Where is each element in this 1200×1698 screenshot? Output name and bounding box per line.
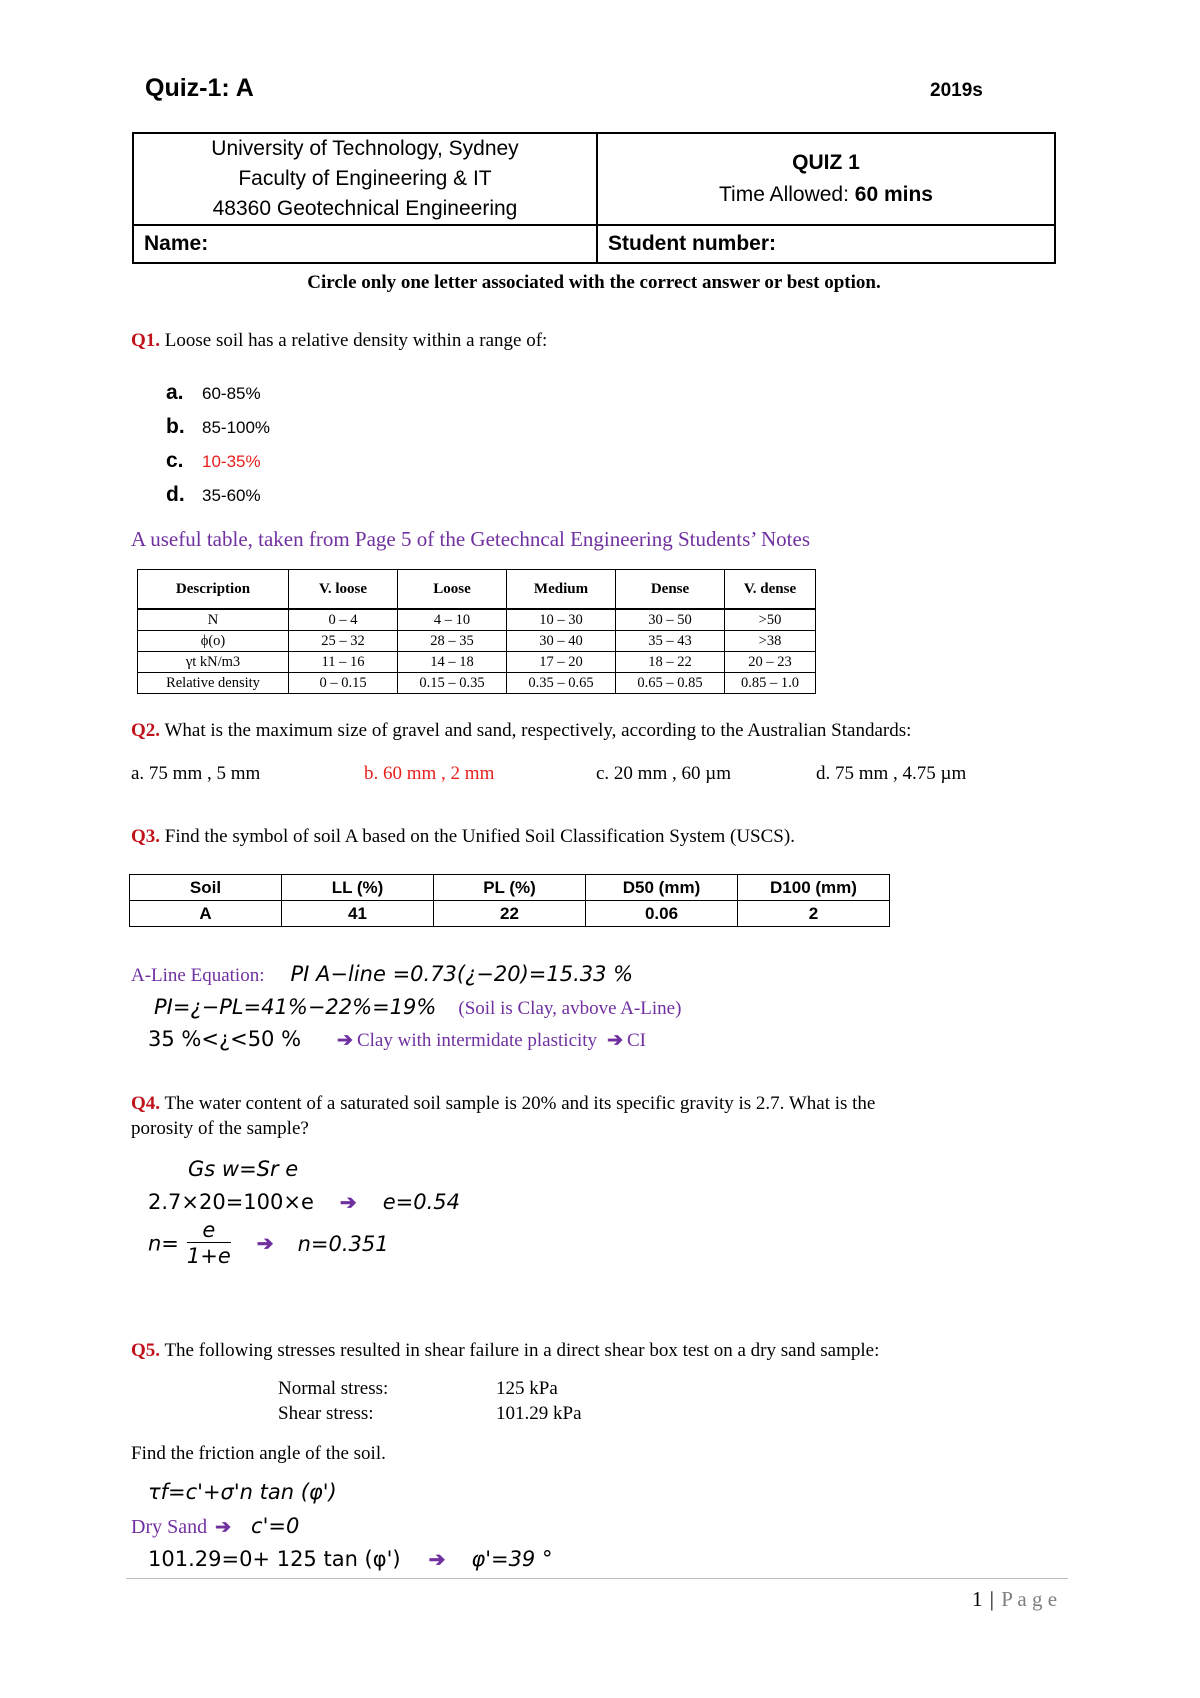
q4-equation-2 bbox=[148, 1190, 460, 1215]
q5-equation-3 bbox=[148, 1547, 552, 1572]
student-number-field[interactable] bbox=[597, 225, 1055, 263]
soil-header: D50 (mm) bbox=[586, 875, 738, 901]
instruction: Circle only one letter associated with the correct answer or best option. bbox=[307, 272, 881, 293]
ll-range: 35 %<¿<50 % bbox=[148, 1027, 302, 1051]
info-table bbox=[132, 132, 1056, 264]
density-cell: 18 – 22 bbox=[616, 652, 725, 673]
density-cell: 4 – 10 bbox=[398, 609, 507, 631]
density-cell: 25 – 32 bbox=[289, 631, 398, 652]
q2-option-d[interactable]: d. 75 mm , 4.75 µm bbox=[816, 763, 967, 784]
eq2-right: e=0.54 bbox=[382, 1190, 460, 1214]
soil-cell: 41 bbox=[282, 901, 434, 927]
shear-stress-label: Shear stress: bbox=[278, 1403, 374, 1424]
course-info-cell bbox=[133, 133, 597, 225]
fraction-numerator: e bbox=[187, 1218, 231, 1243]
q4-equation-3 bbox=[148, 1218, 389, 1269]
pi-note: (Soil is Clay, avbove A-Line) bbox=[458, 998, 682, 1019]
q5-equation-1: τf=c'+σ'n tan (φ') bbox=[148, 1480, 337, 1504]
right-arrow-icon: ➔ bbox=[607, 1030, 623, 1051]
density-cell: 10 – 30 bbox=[507, 609, 616, 631]
pi-equation: PI=¿−PL=41%−22%=19% bbox=[154, 995, 437, 1019]
density-cell: 20 – 23 bbox=[725, 652, 816, 673]
q4-question-line1 bbox=[131, 1093, 875, 1115]
density-cell: 0 – 4 bbox=[289, 609, 398, 631]
density-row bbox=[138, 631, 816, 652]
density-cell: 0.35 – 0.65 bbox=[507, 673, 616, 694]
footer-divider bbox=[126, 1578, 1068, 1579]
q5-text: The following stresses resulted in shear failure in a direct shear box test on a dry sand sample: bbox=[164, 1340, 880, 1361]
density-cell: 30 – 50 bbox=[616, 609, 725, 631]
option-text: 35-60% bbox=[202, 486, 261, 505]
eq3-right: n=0.351 bbox=[297, 1231, 389, 1256]
soil-cell: 22 bbox=[434, 901, 586, 927]
q1-option-c[interactable] bbox=[166, 449, 261, 473]
aline-label: A-Line Equation: bbox=[131, 965, 265, 986]
ll-range-line bbox=[148, 1027, 646, 1052]
q4-text-1: The water content of a saturated soil sample is 20% and its specific gravity is 2.7. What is the bbox=[164, 1093, 876, 1114]
q2-number: Q2. bbox=[131, 720, 161, 741]
q5-number: Q5. bbox=[131, 1340, 161, 1361]
option-text: 60-85% bbox=[202, 384, 261, 403]
option-letter: b. bbox=[166, 415, 185, 438]
density-header: Dense bbox=[616, 570, 725, 610]
q4-question-line2: porosity of the sample? bbox=[131, 1118, 309, 1139]
option-text: 85-100% bbox=[202, 418, 271, 437]
q2-option-a[interactable]: a. 75 mm , 5 mm bbox=[131, 763, 261, 784]
option-letter: a. bbox=[166, 381, 184, 404]
page-footer: 1 | P a g e bbox=[972, 1587, 1058, 1611]
density-cell: 0.15 – 0.35 bbox=[398, 673, 507, 694]
density-header: V. dense bbox=[725, 570, 816, 610]
n-equals: n= bbox=[148, 1231, 179, 1256]
table-note: A useful table, taken from Page 5 of the Getechncal Engineering Students’ Notes bbox=[131, 527, 810, 551]
q2-text: What is the maximum size of gravel and sand, respectively, according to the Australian Standards: bbox=[164, 720, 912, 741]
soil-header: Soil bbox=[130, 875, 282, 901]
soil-row bbox=[130, 901, 890, 927]
q5-find-text: Find the friction angle of the soil. bbox=[131, 1443, 386, 1464]
option-letter: c. bbox=[166, 449, 184, 472]
option-letter: d. bbox=[166, 483, 185, 506]
q3-number: Q3. bbox=[131, 826, 161, 847]
q5-question bbox=[131, 1340, 879, 1362]
aline-equation-line bbox=[131, 962, 633, 987]
page-number: 1 bbox=[972, 1587, 983, 1611]
density-header: Medium bbox=[507, 570, 616, 610]
soil-header: D100 (mm) bbox=[738, 875, 890, 901]
shear-stress-value: 101.29 kPa bbox=[496, 1403, 582, 1424]
density-cell: 0.65 – 0.85 bbox=[616, 673, 725, 694]
quiz-label: QUIZ 1 bbox=[792, 151, 860, 174]
density-cell: >38 bbox=[725, 631, 816, 652]
right-arrow-icon: ➔ bbox=[428, 1549, 446, 1571]
normal-stress-value: 125 kPa bbox=[496, 1378, 558, 1399]
right-arrow-icon: ➔ bbox=[256, 1233, 274, 1255]
q4-equation-1: Gs w=Sr e bbox=[188, 1157, 299, 1181]
student-number-label: Student number: bbox=[608, 232, 776, 255]
time-value: 60 mins bbox=[854, 183, 933, 206]
year-label: 2019s bbox=[930, 80, 983, 101]
name-field[interactable] bbox=[133, 225, 597, 263]
density-cell: 35 – 43 bbox=[616, 631, 725, 652]
density-header: V. loose bbox=[289, 570, 398, 610]
q1-question bbox=[131, 330, 547, 352]
right-arrow-icon: ➔ bbox=[215, 1517, 232, 1538]
time-prefix: Time Allowed: bbox=[719, 183, 855, 206]
normal-stress-label: Normal stress: bbox=[278, 1378, 389, 1399]
q2-option-c[interactable]: c. 20 mm , 60 µm bbox=[596, 763, 731, 784]
university-name: University of Technology, Sydney bbox=[211, 137, 519, 160]
q1-option-d[interactable] bbox=[166, 483, 261, 507]
q3-question bbox=[131, 826, 795, 848]
soil-table bbox=[129, 874, 890, 927]
density-row bbox=[138, 609, 816, 631]
density-cell: 0.85 – 1.0 bbox=[725, 673, 816, 694]
eq3-left: 101.29=0+ 125 tan (φ') bbox=[148, 1547, 401, 1571]
q4-number: Q4. bbox=[131, 1093, 161, 1114]
quiz-info-cell bbox=[597, 133, 1055, 225]
soil-header: LL (%) bbox=[282, 875, 434, 901]
fraction-denominator: 1+e bbox=[186, 1244, 231, 1268]
density-cell: 28 – 35 bbox=[398, 631, 507, 652]
pi-equation-line bbox=[154, 995, 681, 1020]
cohesion-equation: c'=0 bbox=[251, 1514, 300, 1538]
density-header: Description bbox=[138, 570, 289, 610]
q1-number: Q1. bbox=[131, 330, 161, 351]
density-cell: N bbox=[138, 609, 289, 631]
soil-cell: 2 bbox=[738, 901, 890, 927]
density-cell: >50 bbox=[725, 609, 816, 631]
density-cell: 17 – 20 bbox=[507, 652, 616, 673]
soil-cell: 0.06 bbox=[586, 901, 738, 927]
q1-option-b[interactable] bbox=[166, 415, 270, 439]
right-arrow-icon: ➔ bbox=[339, 1192, 357, 1214]
density-cell: 14 – 18 bbox=[398, 652, 507, 673]
q2-option-b-correct[interactable]: b. 60 mm , 2 mm bbox=[364, 763, 495, 784]
q3-text: Find the symbol of soil A based on the Unified Soil Classification System (USCS). bbox=[164, 826, 795, 847]
density-cell: ϕ(o) bbox=[138, 631, 289, 652]
eq3-result: φ'=39 ° bbox=[471, 1547, 553, 1571]
density-cell: 0 – 0.15 bbox=[289, 673, 398, 694]
q1-text: Loose soil has a relative density within a range of: bbox=[164, 330, 548, 351]
right-arrow-icon: ➔ bbox=[337, 1030, 353, 1051]
time-allowed bbox=[598, 179, 1054, 211]
density-table bbox=[137, 569, 816, 694]
faculty-name: Faculty of Engineering & IT bbox=[238, 167, 492, 190]
density-row bbox=[138, 673, 816, 694]
eq2-left: 2.7×20=100×e bbox=[148, 1190, 314, 1214]
page-label: P a g e bbox=[1001, 1587, 1058, 1611]
option-text-correct: 10-35% bbox=[202, 452, 261, 471]
density-cell: 30 – 40 bbox=[507, 631, 616, 652]
aline-equation: PI A−line =0.73(¿−20)=15.33 % bbox=[290, 962, 634, 986]
conclusion-text: Clay with intermidate plasticity bbox=[356, 1030, 598, 1051]
dry-sand-label: Dry Sand bbox=[131, 1516, 208, 1538]
soil-header: PL (%) bbox=[434, 875, 586, 901]
density-cell: Relative density bbox=[138, 673, 289, 694]
density-cell: 11 – 16 bbox=[289, 652, 398, 673]
q1-option-a[interactable] bbox=[166, 381, 261, 405]
density-cell: γt kN/m3 bbox=[138, 652, 289, 673]
uscs-symbol: CI bbox=[626, 1030, 646, 1051]
name-label: Name: bbox=[144, 232, 209, 255]
density-header: Loose bbox=[398, 570, 507, 610]
quiz-title: Quiz-1: A bbox=[145, 74, 254, 102]
subject-name: 48360 Geotechnical Engineering bbox=[212, 197, 518, 220]
porosity-fraction bbox=[187, 1218, 231, 1269]
q2-question bbox=[131, 720, 911, 742]
dry-sand-line bbox=[131, 1514, 299, 1539]
soil-cell: A bbox=[130, 901, 282, 927]
density-row bbox=[138, 652, 816, 673]
